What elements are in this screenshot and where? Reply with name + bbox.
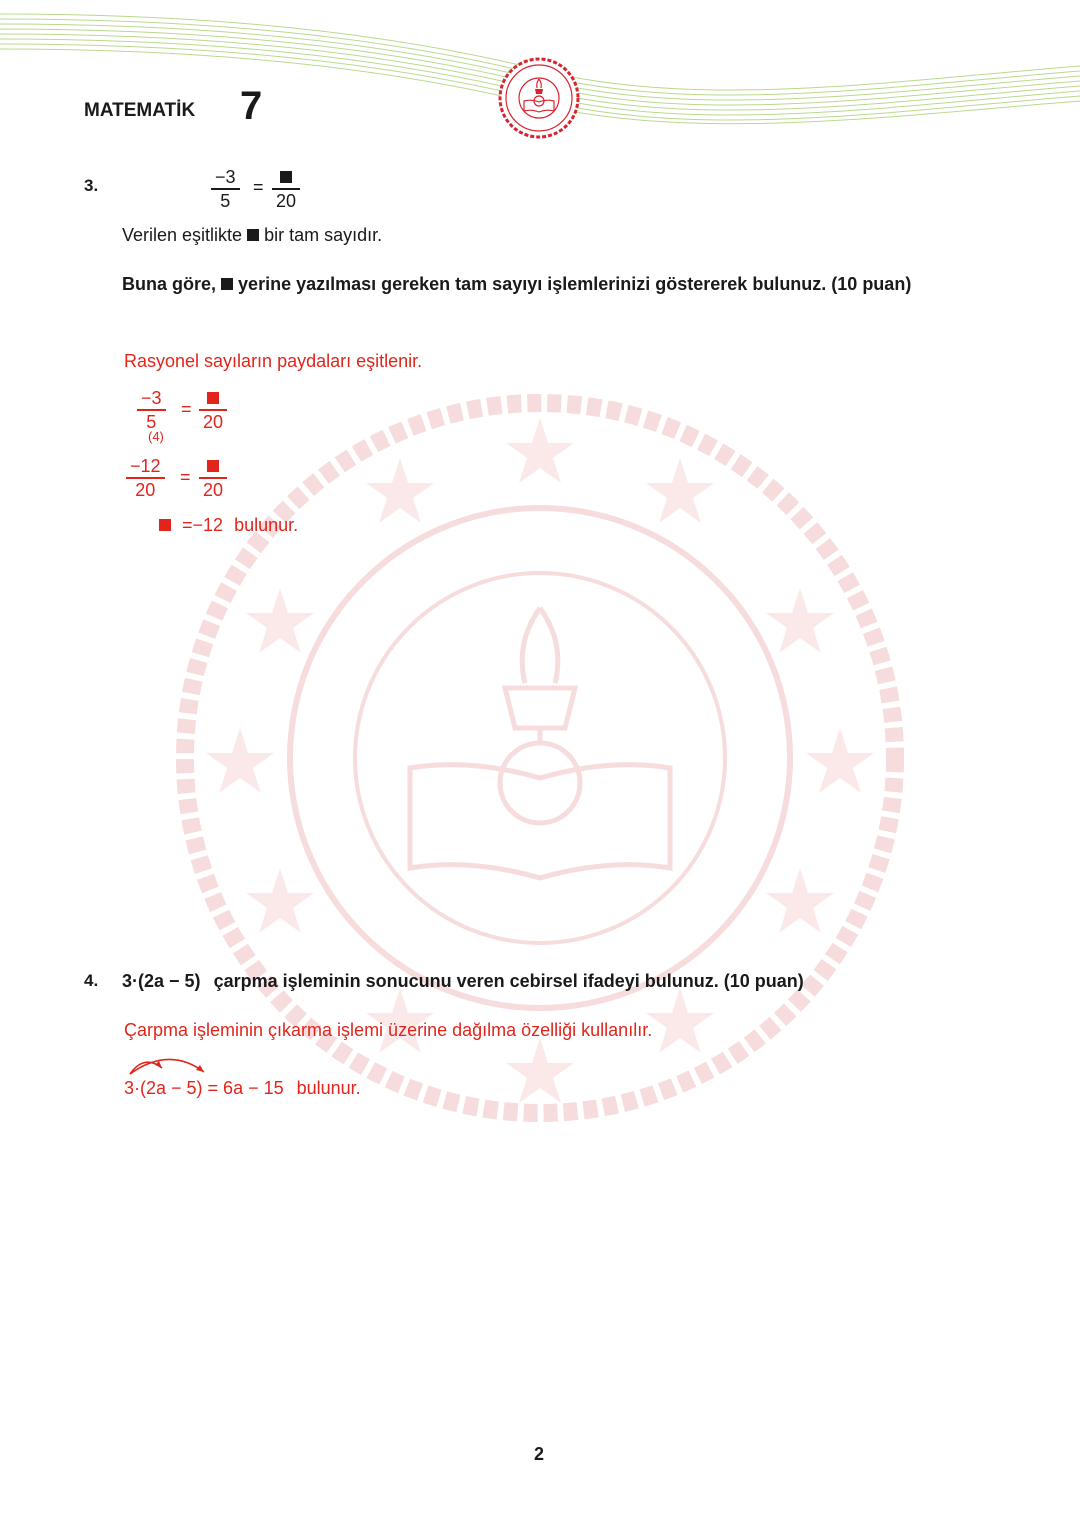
q3-step2-fraction-right [199, 456, 227, 500]
question-3-number: 3. [84, 176, 99, 195]
square-icon [207, 392, 219, 404]
q4-solution-word: bulunur. [296, 1078, 361, 1098]
fraction-bar [211, 188, 240, 190]
q3-numerator: −3 [215, 167, 236, 187]
square-icon [221, 278, 233, 290]
q3-step2-numerator: −12 [130, 456, 161, 476]
question-4-number: 4. [84, 971, 99, 990]
q3-step1-denominator: 5 [146, 411, 157, 432]
q3-step2-denominator: 20 [135, 479, 156, 500]
page-number: 2 [534, 1444, 545, 1464]
q3-result-equation: =−12 [182, 515, 224, 535]
square-icon [207, 460, 219, 472]
q3-result-word: bulunur. [234, 515, 299, 535]
grade-number: 7 [240, 84, 263, 128]
q3-right-denominator: 20 [276, 190, 297, 211]
q3-step1-fraction-right [199, 388, 227, 432]
q3-step1-fraction-left [137, 388, 166, 432]
q3-box-numerator [276, 167, 296, 187]
q3-fraction-right [272, 167, 300, 211]
q4-expression: 3·(2a − 5) [122, 971, 201, 991]
q3-task-rest: yerine yazılması gereken tam sayıyı işlemlerinizi göstererek bulunuz. (10 puan) [238, 274, 912, 294]
fraction-bar [199, 477, 227, 479]
q3-solution-intro: Rasyonel sayıların paydaları eşitlenir. [124, 351, 423, 371]
q3-statement [122, 225, 382, 246]
q3-task-prefix: Buna göre, [122, 274, 217, 294]
fraction-bar [272, 188, 300, 190]
q3-step2-right-denominator: 20 [203, 479, 224, 500]
q3-fraction-left [211, 167, 240, 211]
q4-task-text: çarpma işleminin sonucunu veren cebirsel ifadeyi bulunuz. (10 puan) [213, 971, 804, 991]
q3-result [159, 515, 298, 536]
q3-statement-prefix: Verilen eşitlikte [122, 225, 243, 245]
watermark-seal-icon [170, 388, 910, 1128]
q4-task [122, 971, 804, 992]
q4-solution-intro: Çarpma işleminin çıkarma işlemi üzerine dağılma özelliği kullanılır. [124, 1020, 653, 1040]
square-icon [159, 519, 171, 531]
fraction-bar [126, 477, 165, 479]
q3-step1-multiplier: (4) [148, 429, 164, 444]
q3-statement-rest: bir tam sayıdır. [264, 225, 383, 245]
q3-step1-right-denominator: 20 [203, 411, 224, 432]
q3-step1-box-numerator [203, 388, 223, 408]
subject-title: MATEMATİK [84, 100, 196, 121]
q3-step1-equals: = [181, 399, 192, 419]
q4-solution-equation: 3·(2a − 5) = 6a − 15 [124, 1078, 284, 1098]
square-icon [280, 171, 292, 183]
fraction-bar [137, 409, 166, 411]
fraction-bar [199, 409, 227, 411]
q3-step2-equals: = [180, 467, 191, 487]
q3-step2-fraction-left [126, 456, 165, 500]
q3-step2-box-numerator [203, 456, 223, 476]
q3-equals-sign: = [253, 177, 264, 197]
q4-solution-line [124, 1078, 361, 1099]
square-icon [247, 229, 259, 241]
q3-denominator: 5 [220, 190, 231, 211]
q3-task [122, 274, 911, 295]
distribution-arrows-icon [124, 1052, 224, 1078]
meb-seal-icon [498, 57, 580, 139]
q3-step1-numerator: −3 [141, 388, 162, 408]
